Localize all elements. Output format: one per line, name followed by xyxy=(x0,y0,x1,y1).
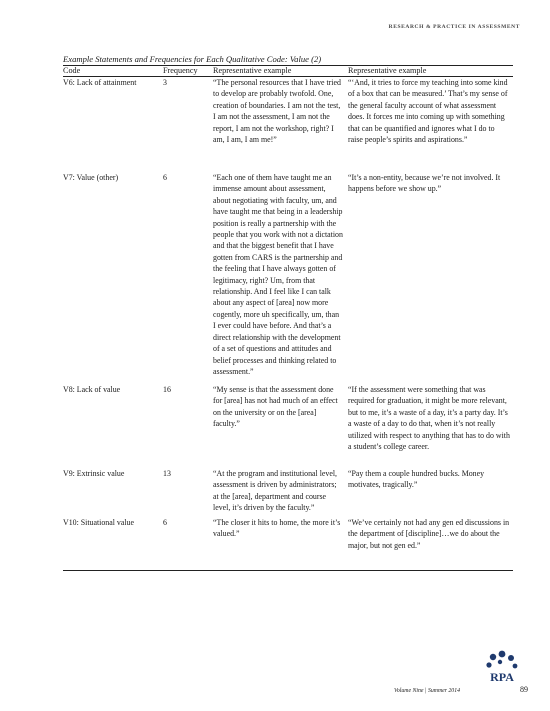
table-caption: Example Statements and Frequencies for Each Qualitative Code: Value (2) xyxy=(63,54,322,64)
row-v6-example-2: “‘And, it tries to force my teaching into some kind of a box that can be measured.’ That’s my sense of the general faculty account of what assessment does. It forces me into coming up with something that can be quantified and ignores what I do to raise people’s spirits and aspirations.” xyxy=(348,78,508,145)
row-v8-example-2: “If the assessment were something that was required for graduation, it might be more relevant, but to me, it’s a waste of a day, it’s a party day. It’s a waste of a day to do that, when it’s not really utilized with respect to anything that has to do with a student’s college career. xyxy=(348,385,510,452)
row-v9-frequency: 13 xyxy=(163,469,171,478)
row-v7-example-2: “It’s a non-entity, because we’re not involved. It happens before we show up.” xyxy=(348,173,501,194)
row-v6-frequency: 3 xyxy=(163,78,167,87)
row-v7-code: V7: Value (other) xyxy=(63,173,119,182)
header-code: Code xyxy=(63,66,81,75)
row-v8-code: V8: Lack of value xyxy=(63,385,121,394)
row-v10-example-1: “The closer it hits to home, the more it’s valued.” xyxy=(213,518,341,539)
row-v8-frequency: 16 xyxy=(163,385,171,394)
row-v8-example-1: “My sense is that the assessment done for [area] has not had much of an effect on the university or on the [area] faculty.” xyxy=(213,385,338,429)
page-number: 89 xyxy=(520,685,528,694)
header-example-2: Representative example xyxy=(348,66,427,75)
row-v9-example-2: “Pay them a couple hundred bucks. Money motivates, tragically.” xyxy=(348,469,485,490)
header-example-1: Representative example xyxy=(213,66,292,75)
row-v6-example-1: “The personal resources that I have tried to develop are probably twofold. One, creation of boundaries. I am not the test, I am not the assessment, I am not the report, I am not the workshop, right? I am, I am, I am me!” xyxy=(213,78,341,145)
row-v7-example-1: “Each one of them have taught me an immense amount about assessment, about negotiating with faculty, um, and have taught me that being in a leadership position is really a partnership with the people that you work with not a dictation and that the biggest benefit that I have gotten from CARS is the partnership and the feeling that I have always gotten of legitimacy, right? Um, from that relationship. And I feel like I can talk about any aspect of [area] now more cogently, more uh specifically, um, than I ever could have before. And that’s a direct relationship with the development of a set of questions and attitudes and belief processes and thinking related to assessment.” xyxy=(213,173,343,376)
row-v10-code: V10: Situational value xyxy=(63,518,135,527)
header-frequency: Frequency xyxy=(163,66,198,75)
rpa-logo-text: RPA xyxy=(490,670,514,684)
table-bottom-rule xyxy=(63,570,513,571)
row-v9-example-1: “At the program and institutional level, assessment is driven by administrators; at the [area], department and course level, it’s driven by the faculty.” xyxy=(213,469,338,513)
row-v6-code: V6: Lack of attainment xyxy=(63,78,137,87)
footer-volume: Volume Nine | Summer 2014 xyxy=(394,688,460,694)
row-v10-example-2: “We’ve certainly not had any gen ed discussions in the department of [discipline]…we do about the major, but not gen ed.” xyxy=(348,518,510,550)
row-v7-frequency: 6 xyxy=(163,173,167,182)
rpa-logo xyxy=(484,650,520,694)
running-head: RESEARCH & PRACTICE IN ASSESSMENT xyxy=(388,24,520,30)
row-v9-code: V9: Extrinsic value xyxy=(63,469,125,478)
row-v10-frequency: 6 xyxy=(163,518,167,527)
